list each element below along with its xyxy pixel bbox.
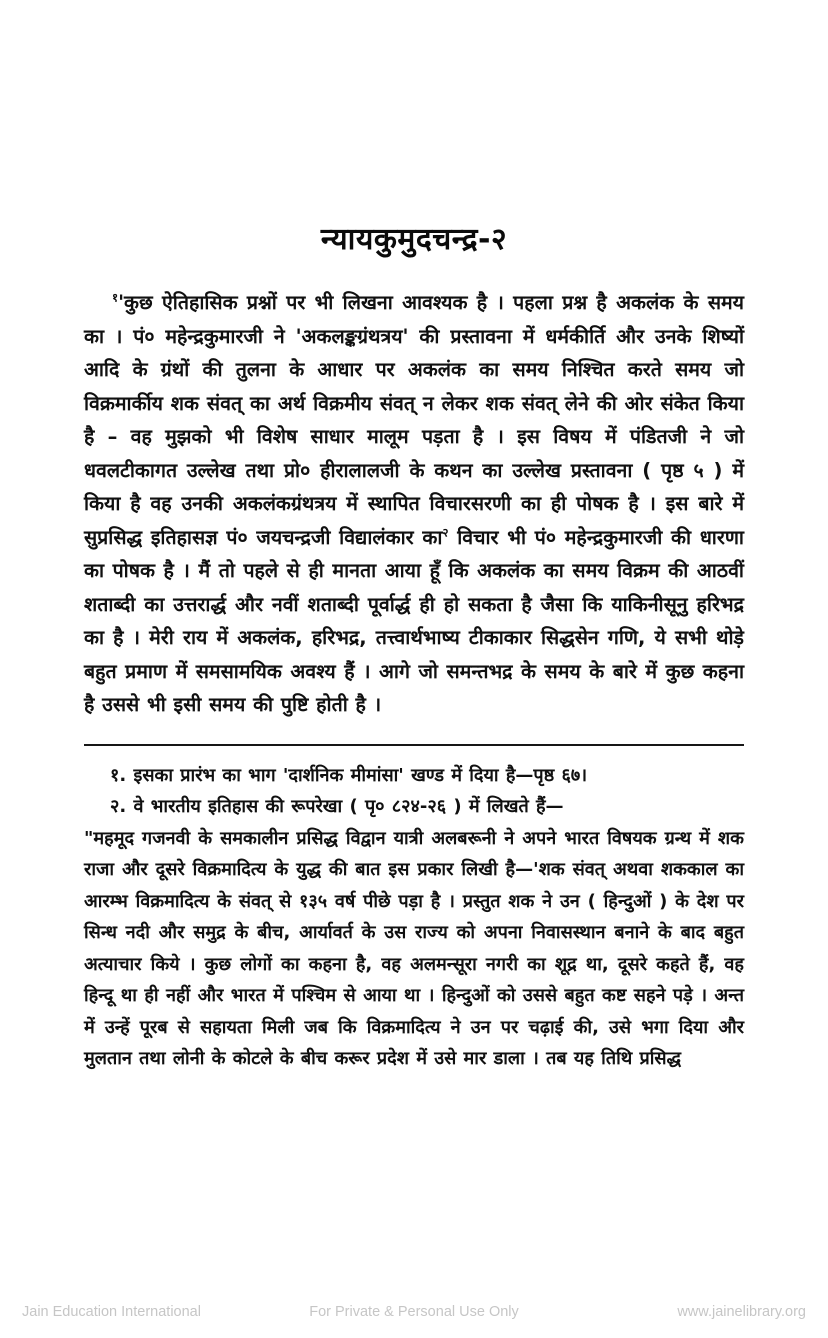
footer-usage-notice: For Private & Personal Use Only (309, 1303, 519, 1320)
footnote-reference-2: २ (442, 525, 449, 539)
footnote-text: वे भारतीय इतिहास की रूपरेखा ( पृ० ८२४-२६ ) में लिखते हैं— (133, 796, 564, 817)
footnote-text: इसका प्रारंभ का भाग 'दार्शनिक मीमांसा' खण्ड में दिया है—पृष्ठ ६७। (133, 764, 588, 786)
footnote-reference-1: १ (112, 290, 119, 305)
footnote-divider (84, 744, 744, 746)
footer-website-link[interactable]: www.jainelibrary.org (677, 1303, 806, 1320)
footnote-item (84, 791, 744, 823)
footer-organization: Jain Education International (22, 1303, 201, 1320)
footnote-quotation-text: "महमूद गजनवी के समकालीन प्रसिद्ध विद्वान यात्री अलबरूनी ने अपने भारत विषयक ग्रन्थ में शक राजा और दूसरे विक्रमादित्य के युद्ध की बात इस प्रकार लिखी है—'शक संवत् अथवा शककाल का आरम्भ विक्रमादित्य के संवत् से १३५ वर्ष पीछे पड़ा है । प्रस्तुत शक ने उन ( हिन्दुओं ) के देश पर सिन्ध नदी और समुद्र के बीच, आर्यावर्त के उस राज्य को अपना निवासस्थान बनाने के बाद बहुत अत्याचार किये । कुछ लोगों का कहना है, वह अलमन्सूरा नगरी का शूद्र था, दूसरे कहते हैं, वह हिन्दू था ही नहीं और भारत में पश्चिम से आया था । हिन्दुओं को उससे बहुत कष्ट सहने पड़े । अन्त में उन्हें पूरब से सहायता मिली जब कि विक्रमादित्य ने उन पर चढ़ाई की, उसे भगा दिया और मुलतान तथा लोनी के कोटले के बीच करूर प्रदेश में उसे मार डाला । तब यह तिथि प्रसिद्ध (84, 827, 744, 1069)
page-content-column (84, 0, 744, 1075)
footnote-marker: १. (110, 764, 127, 786)
page-title: न्यायकुमुदचन्द्र-२ (320, 222, 508, 257)
footnote-quotation (84, 823, 744, 1075)
main-text-part-one: 'कुछ ऐतिहासिक प्रश्नों पर भी लिखना आवश्यक है । पहला प्रश्न है अकलंक के समय का । पं० महेन्द्रकुमारजी ने 'अकलङ्कग्रंथत्रय' की प्रस्तावना में धर्मकीर्ति और उनके शिष्यों आदि के ग्रंथों की तुलना के आधार पर अकलंक का समय निश्चित करते समय जो विक्रमार्कीय शक संवत् का अर्थ विक्रमीय संवत् न लेकर शक संवत् लेने की ओर संकेत किया है – वह मुझको भी विशेष साधार मालूम पड़ता है । इस विषय में पंडितजी ने जो धवलटीकागत उल्लेख तथा प्रो० हीरालालजी के कथन का उल्लेख प्रस्तावना ( पृष्ठ ५ ) में किया है वह उनकी अकलंकग्रंथत्रय में स्थापित विचारसरणी का ही पोषक है । इस बारे में सुप्रसिद्ध इतिहासज्ञ पं० जयचन्द्रजी विद्यालंकार का (84, 291, 744, 549)
footnote-item (84, 760, 744, 792)
main-body-paragraph (84, 286, 744, 722)
main-text-part-two: विचार भी पं० महेन्द्रकुमारजी की धारणा का पोषक है । मैं तो पहले से ही मानता आया हूँ कि अकलंक का समय विक्रम की आठवीं शताब्दी का उत्तरार्द्ध और नवीं शताब्दी पूर्वार्द्ध ही हो सकता है जैसा कि याकिनीसूनु हरिभद्र का है । मेरी राय में अकलंक, हरिभद्र, तत्त्वार्थभाष्य टीकाकार सिद्धसेन गणि, ये सभी थोड़े बहुत प्रमाण में समसामयिक अवश्य हैं । आगे जो समन्तभद्र के समय के बारे में कुछ कहना है उससे भी इसी समय की पुष्टि होती है । (84, 525, 744, 716)
footnote-block (84, 760, 744, 1075)
footnote-marker: २. (110, 796, 127, 817)
page-footer-bar (0, 1285, 828, 1338)
